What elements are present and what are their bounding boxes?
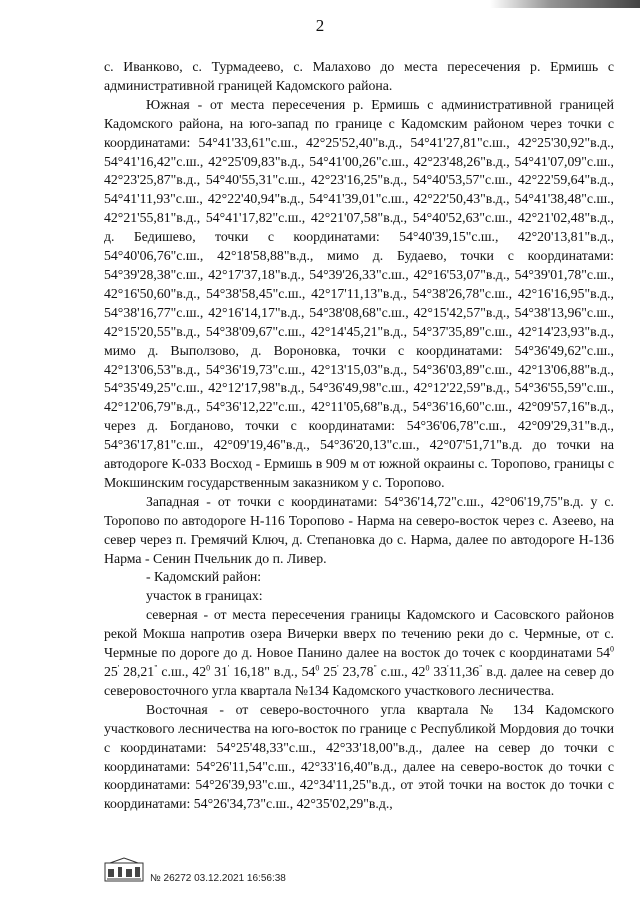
paragraph-kadom-district: - Кадомский район:	[146, 569, 262, 585]
paragraph-west-border: Западная - от точки с координатами: 54°36'14,72"с.ш., 42°06'19,75"в.д. у с. Торопово по автодороге Н-116 Торопово - Нарма на северо-восток через с. Азеево, на север через п. Гремячий Ключ, д. Степановка до с. Нарма, далее по автодороге Н-136 Нарма - Сенин Пчельник до п. Ливер.	[104, 493, 614, 566]
paragraph-south-border: Южная - от места пересечения р. Ермишь с административной границей Кадомского района, на юго-запад по границе с Кадомским районом через точки с координатами: 54°41'33,61"с.ш., 42°25'52,40"в.д., 54°41'27,81"с.ш., 42°25'30,92"в.д., 54°41'16,42"с.ш., 42°25'09,83"в.д., 54°41'00,26"с.ш., 42°23'48,26"в.д., 54°41'07,09"с.ш., 42°23'25,87"в.д., 54°40'55,31"с.ш., 42°23'16,25"в.д., 54°40'53,57"с.ш., 42°22'59,64"в.д., 54°41'11,93"с.ш., 42°22'40,94"в.д., 54°41'39,01"с.ш., 42°22'50,43"в.д., 54°41'38,48"с.ш., 42°21'55,81"в.д., 54°41'17,82"с.ш., 42°21'07,58"в.д., 54°40'52,63"с.ш., 42°21'02,48"в.д., д. Бедишево, точки с координатами: 54°40'39,15"с.ш., 42°20'13,81"в.д., 54°40'06,76"с.ш., 42°18'58,88"в.д., мимо д. Будаево, точки с координатами: 54°39'28,38"с.ш., 42°17'37,18"в.д., 54°39'26,33"с.ш., 42°16'53,07"в.д., 54°39'01,78"с.ш., 42°16'50,60"в.д., 54°38'58,45"с.ш., 42°17'11,13"в.д., 54°38'26,78"с.ш., 42°16'16,95"в.д., 54°38'16,77"с.ш., 42°16'14,17"в.д., 54°38'08,68"с.ш., 42°15'42,57"в.д., 54°38'13,96"с.ш., 42°15'20,55"в.д., 54°38'09,67"с.ш., 42°14'45,21"в.д., 54°37'35,89"с.ш., 42°14'23,93"в.д., мимо д. Выползово, д. Вороновка, точки с координатами: 54°36'49,62"с.ш., 42°13'06,53"в.д., 54°36'19,73"с.ш., 42°13'15,03"в.д., 54°36'03,89"с.ш., 42°13'06,88"в.д., 54°35'49,25"с.ш., 42°12'17,98"в.д., 54°36'49,98"с.ш., 42°12'22,59"в.д., 54°36'55,59"с.ш., 42°12'06,79"в.д., 54°36'12,22"с.ш., 42°11'05,68"в.д., 54°36'16,60"с.ш., 42°09'57,16"в.д., через д. Богданово, точки с координатами: 54°36'06,78"с.ш., 42°09'29,31"в.д., 54°36'17,81"с.ш., 42°09'19,46"в.д., 54°36'20,13"с.ш., 42°07'51,71"в.д. до точки на автодороге К-033 Восход - Ермишь в 909 м от южной окраины с. Торопово, границы с Мокшинским государственным заказником у с. Торопово.	[104, 96, 614, 490]
minute-sup-3: '	[337, 663, 339, 673]
minute-sup-4: '	[447, 663, 449, 673]
second-sup-2: "	[373, 663, 377, 673]
document-body	[104, 58, 614, 814]
north-border-text-6: 16,18" в.д., 54	[229, 664, 316, 679]
paragraph-east-border: Восточная - от северо-восточного угла квартала № 134 Кадомского участкового лесничества на юго-восток по границе с Республикой Мордовия до точки с координатами: 54°25'48,33"с.ш., 42°33'18,00"в.д., далее на север до точки с координатами: 54°26'11,54"с.ш., 42°33'16,40"в.д., далее на северо-восток до точки с координатами: 54°26'39,93"с.ш., 42°34'11,25"в.д., от этой точки на восток до точки с координатами: 54°26'34,73"с.ш., 42°35'02,29"в.д.,	[104, 701, 614, 812]
degree-sup-3: 0	[315, 663, 320, 673]
north-border-text-5: 31	[210, 664, 228, 679]
north-border-text-8: 23,78	[338, 664, 374, 679]
north-border-text-4: с.ш., 42	[157, 664, 207, 679]
north-border-text-2: 25	[104, 664, 118, 679]
second-sup-1: "	[154, 663, 158, 673]
minute-sup-2: '	[227, 663, 230, 673]
second-sup-3: "	[479, 663, 483, 673]
north-border-text-10: 33	[429, 664, 448, 679]
paragraph-plot-borders: участок в границах:	[146, 588, 263, 604]
degree-sup-1: 0	[610, 644, 614, 654]
scan-edge-mark	[490, 0, 640, 8]
north-border-text-1: северная - от места пересечения границы Кадомского и Сасовского районов рекой Мокша напротив озера Вичерки вверх по течению реки до с. Чермные, от с. Чермные по дороге до д. Новое Панино далее на восток до точек с координатами 54	[104, 607, 614, 661]
minute-sup-1: '	[117, 663, 120, 673]
north-border-text-3: 28,21	[119, 664, 155, 679]
document-stamp-icon	[104, 857, 144, 883]
north-border-text-7: 25	[319, 664, 338, 679]
north-border-text-11: 11,36	[448, 664, 480, 679]
north-border-text-12: в.д. далее на север до северовосточного угла квартала №134 Кадомского участкового лесничества.	[104, 664, 615, 698]
paragraph-north-border	[104, 606, 614, 701]
registration-stamp-text: № 26272 03.12.2021 16:56:38	[150, 873, 286, 884]
degree-sup-2: 0	[206, 663, 211, 673]
north-border-text-9: с.ш., 42	[376, 664, 426, 679]
paragraph-continuation: с. Иванково, с. Турмадеево, с. Малахово до места пересечения р. Ермишь с административной границей Кадомского района.	[104, 59, 614, 93]
degree-sup-4: 0	[425, 663, 430, 673]
page-number: 2	[315, 16, 325, 35]
